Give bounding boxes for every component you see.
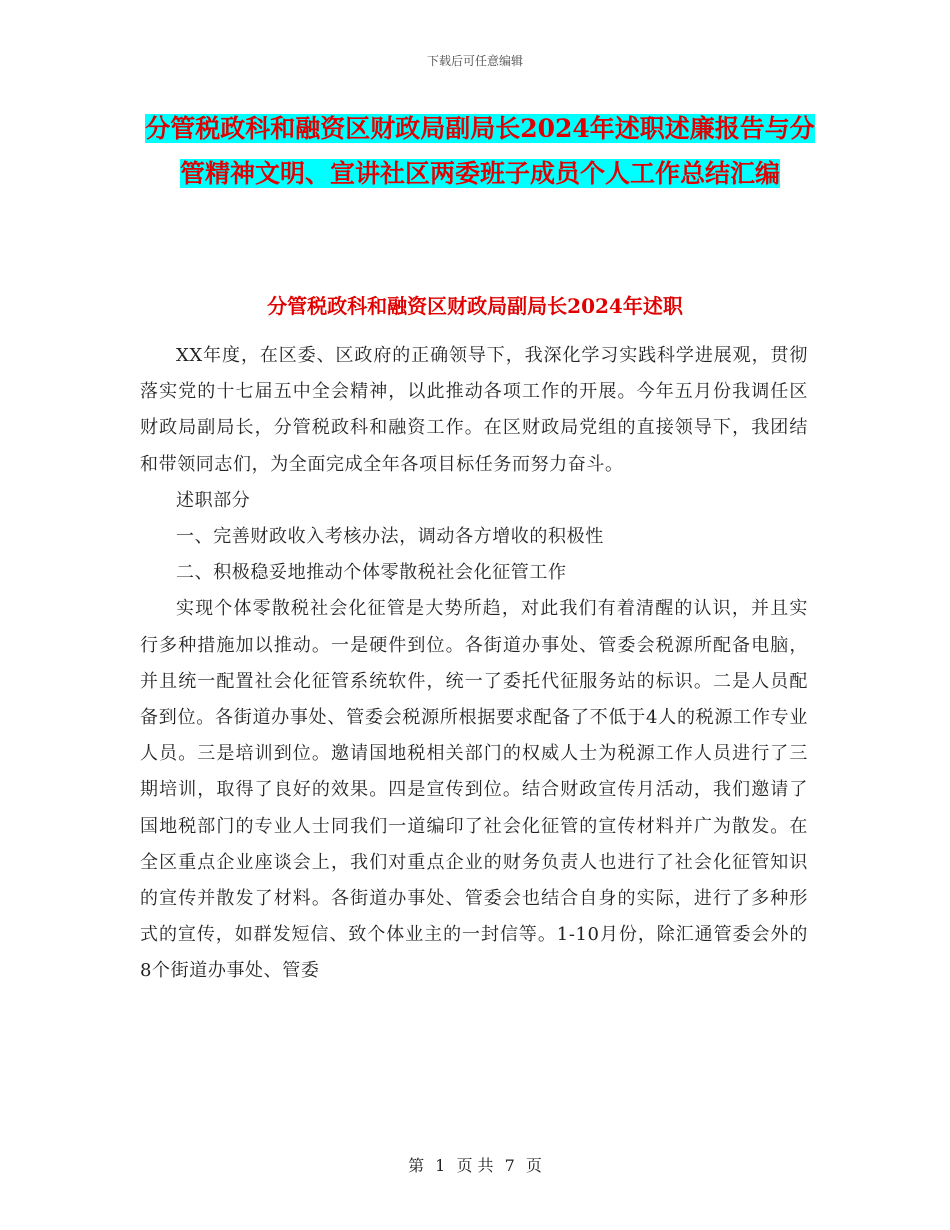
- paragraph-details: 实现个体零散税社会化征管是大势所趋，对此我们有着清醒的认识，并且实行多种措施加以推动。一是硬件到位。各街道办事处、管委会税源所配备电脑，并且统一配置社会化征管系统软件，统一了委托代征服务站的标识。二是人员配备到位。各街道办事处、管委会税源所根据要求配备了不低于4人的税源工作专业人员。三是培训到位。邀请国地税相关部门的权威人士为税源工作人员进行了三期培训，取得了良好的效果。四是宣传到位。结合财政宣传月活动，我们邀请了国地税部门的专业人士同我们一道编印了社会化征管的宣传材料并广为散发。在全区重点企业座谈会上，我们对重点企业的财务负责人也进行了社会化征管知识的宣传并散发了材料。各街道办事处、管委会也结合自身的实际，进行了多种形式的宣传，如群发短信、致个体业主的一封信等。1-10月份，除汇通管委会外的8个街道办事处、管委: [140, 598, 808, 982]
- footer-middle: 页 共: [456, 1156, 494, 1175]
- paragraph-intro: XX年度，在区委、区政府的正确领导下，我深化学习实践科学进展观，贯彻落实党的十七届五中全会精神，以此推动各项工作的开展。今年五月份我调任区财政局副局长，分管税政科和融资工作。在区财政局党组的直接领导下，我团结和带领同志们，为全面完成全年各项目标任务而努力奋斗。: [140, 345, 808, 475]
- paragraph-item-2: 二、积极稳妥地推动个体零散税社会化征管工作: [176, 562, 567, 584]
- document-title: [140, 106, 820, 196]
- footer-suffix: 页: [525, 1156, 542, 1175]
- footer-page-number: 1: [435, 1156, 446, 1175]
- footer-total-pages: 7: [504, 1156, 515, 1175]
- section-title: 分管税政科和融资区财政局副局长2024年述职: [267, 294, 683, 318]
- document-title-text: 分管税政科和融资区财政局副局长2024年述职述廉报告与分管精神文明、宣讲社区两委班子成员个人工作总结汇编: [145, 114, 815, 188]
- header-note: 下载后可任意编辑: [426, 54, 523, 68]
- footer-prefix: 第: [408, 1156, 425, 1175]
- document-body: [140, 338, 808, 990]
- page-footer: [0, 1153, 950, 1176]
- paragraph-heading-report: 述职部分: [176, 489, 251, 511]
- paragraph-item-1: 一、完善财政收入考核办法，调动各方增收的积极性: [176, 526, 604, 548]
